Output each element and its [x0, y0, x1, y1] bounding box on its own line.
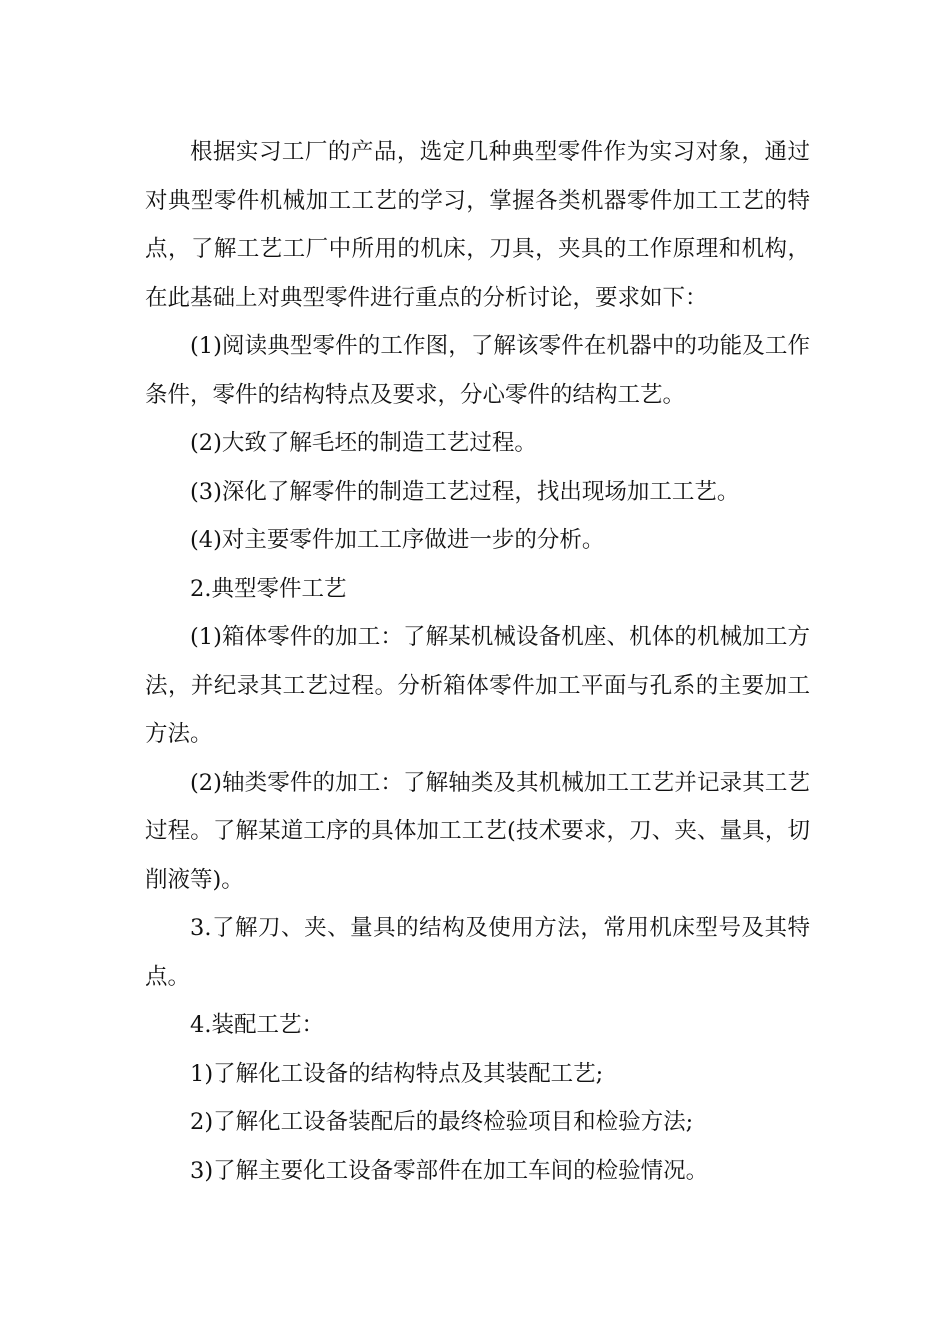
body-text [145, 128, 810, 1195]
paragraph-item-1-1: (1)阅读典型零件的工作图，了解该零件在机器中的功能及工作条件，零件的结构特点及要求，分心零件的结构工艺。 [145, 333, 810, 408]
paragraph-item-4-1: 1)了解化工设备的结构特点及其装配工艺; [190, 1060, 604, 1087]
paragraph-item-2-1: (1)箱体零件的加工：了解某机械设备机座、机体的机械加工方法，并纪录其工艺过程。分析箱体零件加工平面与孔系的主要加工方法。 [145, 624, 810, 747]
section-heading-2: 2.典型零件工艺 [190, 575, 347, 602]
paragraph-intro: 根据实习工厂的产品，选定几种典型零件作为实习对象，通过对典型零件机械加工工艺的学习，掌握各类机器零件加工工艺的特点，了解工艺工厂中所用的机床，刀具，夹具的工作原理和机构，在此基础上对典型零件进行重点的分析讨论，要求如下： [145, 139, 810, 311]
paragraph-item-4-2: 2)了解化工设备装配后的最终检验项目和检验方法; [190, 1109, 694, 1135]
paragraph-item-1-3: (3)深化了解零件的制造工艺过程，找出现场加工工艺。 [190, 478, 740, 505]
paragraph-item-1-4: (4)对主要零件加工工序做进一步的分析。 [190, 527, 605, 553]
paragraph-item-2-2: (2)轴类零件的加工：了解轴类及其机械加工工艺并记录其工艺过程。了解某道工序的具体加工工艺(技术要求，刀、夹、量具，切削液等)。 [145, 769, 810, 893]
paragraph-item-1-2: (2)大致了解毛坯的制造工艺过程。 [190, 430, 537, 456]
section-heading-3: 3.了解刀、夹、量具的结构及使用方法，常用机床型号及其特点。 [145, 915, 810, 990]
paragraph-item-4-3: 3)了解主要化工设备零部件在加工车间的检验情况。 [190, 1157, 709, 1184]
section-heading-4: 4.装配工艺： [190, 1012, 324, 1038]
